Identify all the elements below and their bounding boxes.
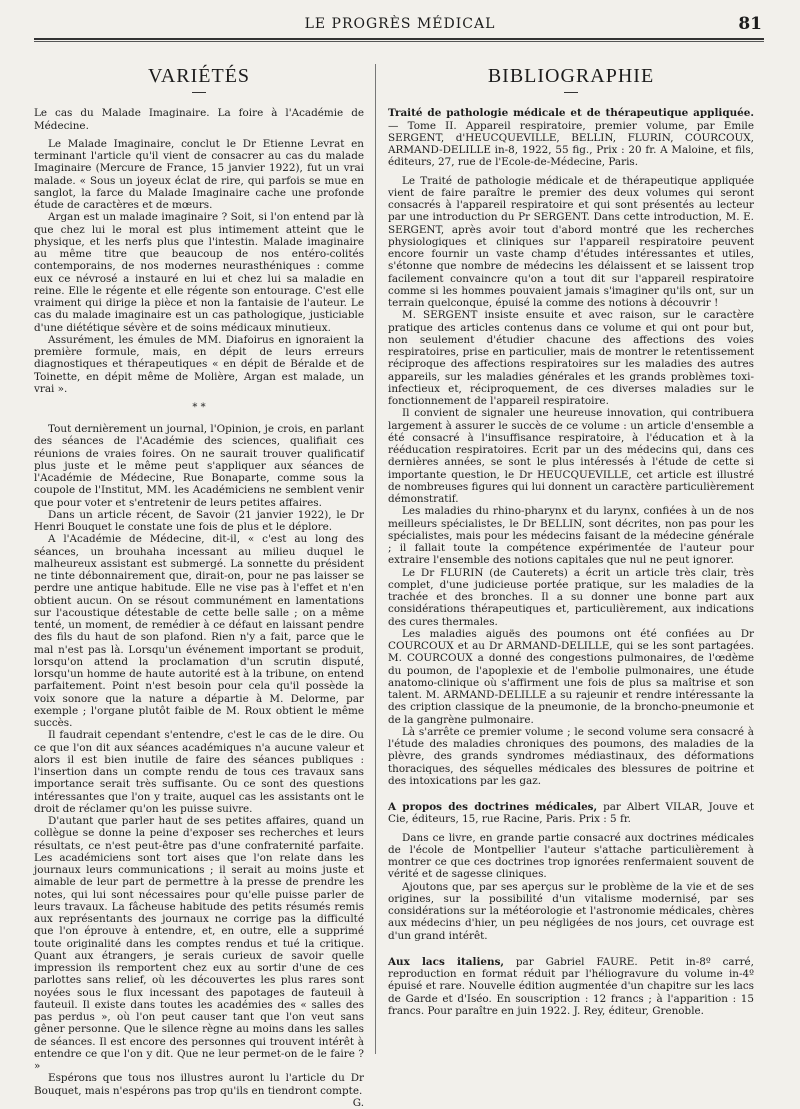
paragraph: Là s'arrête ce premier volume ; le second volume sera consacré à l'étude des maladies chroniques des poumons, des maladies de la plèvre, des grands syndromes médiastinaux, des déformations thoraciques, des séquelles médicales des blessures de poitrine et des intoxications par les gaz.	[388, 725, 754, 787]
paragraph: Il convient de signaler une heureuse innovation, qui contribuera largement à assurer le succès de ce volume : un article d'ensemble a été consacré à l'insuffisance respiratoire, à l'éducation et à la rééducation respiratoires. Ecrit par un des médecins qui, dans ces dernières années, se sont le plus intéressés à l'étude de cette si importante question, le Dr HEUCQUEVILLE, cet article est illustré de nombreuses figures qui lui donnent un caractère particulièrement démonstratif.	[388, 407, 754, 505]
book-details: par Gabriel FAURE. Petit in-8º carré, reproduction en format réduit par l'héliogravure du volume in-4º épuisé et rare. Nouvelle édition augmentée d'un chapitre sur les lacs de Garde et d'Iséo. En souscription : 12 francs ; à l'apparition : 15 francs. Pour paraître en juin 1922. J. Rey, éditeur, Grenoble.	[388, 955, 754, 1017]
signature: G.	[352, 1096, 364, 1109]
article-subtitle: Le cas du Malade Imaginaire. La foire à l'Académie de Médecine.	[34, 107, 364, 132]
right-column	[388, 64, 754, 1017]
book-reference	[388, 107, 754, 168]
paragraph: Espérons que tous nos illustres auront lu l'article du Dr Bouquet, mais n'espérons pas trop qu'ils en tiendront compte.	[34, 1072, 364, 1097]
paragraph: Assurément, les émules de MM. Diafoirus en ignoraient la première formule, mais, en dépit de leurs erreurs diagnostiques et thérapeutiques « en dépit de Béralde et de Toinette, en dépit même de Molière, Argan est malade, un vrai ».	[34, 333, 364, 395]
book-title: Traité de pathologie médicale et de thérapeutique appliquée.	[388, 107, 754, 120]
left-column	[34, 64, 364, 1109]
running-title: LE PROGRÈS MÉDICAL	[304, 16, 496, 32]
paragraph: Le Traité de pathologie médicale et de thérapeutique appliquée vient de faire paraître le premier des deux volumes qui seront consacrés à l'appareil respiratoire et qui sont présentés au lecteur par une introduction du Pr SERGENT. Dans cette introduction, M. E. SERGENT, après avoir tout d'abord montré que les recherches physiologiques et cliniques sur l'appareil respiratoire peuvent encore fournir un vaste champ d'études intéressantes et utiles, s'étonne que nombre de médecins les délaissent et se laissent trop facilement convaincre qu'on a tout dit sur l'appareil respiratoire comme si les hommes pouvaient jamais s'imaginer qu'ils ont, sur un terrain quelconque, épuisé la comme des notions à découvrir !	[388, 174, 754, 309]
paragraph: Il faudrait cependant s'entendre, c'est le cas de le dire. Ou ce que l'on dit aux séances académiques n'a aucune valeur et alors il est bien inutile de faire des séances publiques : l'insertion dans un compte rendu de tous ces travaux sans importance serait très suffisante. Ou ce sont des questions intéressantes que l'on y traite, auquel cas les assistants ont le droit de réclamer qu'on les puisse suivre.	[34, 729, 364, 815]
paragraph: Le Dr FLURIN (de Cauterets) a écrit un article très clair, très complet, d'une judicieuse portée pratique, sur les maladies de la trachée et des bronches. Il a su donner une bonne part aux considérations thérapeutiques et, particulièrement, aux indications des cures thermales.	[388, 566, 754, 628]
paragraph: Argan est un malade imaginaire ? Soit, si l'on entend par là que chez lui le moral est plus intimement atteint que le physique, et les nerfs plus que l'intestin. Malade imaginaire au même titre que beaucoup de nos entéro-colités contemporains, de nos modernes neurasthéniques : comme eux ce névrosé a instauré en lui et chez lui sa maladie en reine. Elle le régente et elle régente son entourage. C'est elle vraiment qui dirige la pièce et non la fantaisie de l'auteur. Le cas du malade imaginaire est un cas pathologique, justiciable d'une diététique sévère et de soins médicaux minutieux.	[34, 211, 364, 334]
paragraph: Dans un article récent, de Savoir (21 janvier 1922), le Dr Henri Bouquet le constate une fois de plus et le déplore.	[34, 508, 364, 533]
book-title: Aux lacs italiens,	[388, 955, 505, 968]
heading-rule	[564, 92, 578, 93]
paragraph: Les maladies aiguës des poumons ont été confiées au Dr COURCOUX et au Dr ARMAND-DELILLE, qui se les sont partagées. M. COURCOUX a donné des congestions pulmonaires, de l'œdème du poumon, de l'apoplexie et de l'embolie pulmonaires, une étude anatomo-clinique où s'affirment une fois de plus sa maîtrise et son talent. M. ARMAND-DELILLE a su rajeunir et rendre intéressante la des cription classique de la pneumonie, de la broncho-pneumonie et de la gangrène pulmonaire.	[388, 627, 754, 726]
paragraph: A l'Académie de Médecine, dit-il, « c'est au long des séances, un brouhaha incessant au milieu duquel le malheureux assistant est submergé. La sonnette du président ne tinte débonnairement que, dirait-on, pour ne pas laisser se perdre une antique habitude. Elle ne vise pas à l'effet et n'en obtient aucun. On se résout communément en lamentations sur l'acoustique détestable de cette belle salle ; on a même tenté, un moment, de remédier à ce défaut en laissant pendre des fils du haut de son plafond. Rien n'y a fait, parce que le mal n'est pas là. Lorsqu'un événement important se produit, lorsqu'on attend la proclamation d'un scrutin disputé, lorsqu'un homme de haute autorité est à la tribune, on entend parfaitement. Point n'est besoin pour cela qu'il possède la voix sonore que la nature a départie à M. Delorme, par exemple ; l'organe plutôt faible de M. Roux obtient le même succès.	[34, 533, 364, 729]
column-divider	[375, 64, 376, 1054]
page-header	[0, 14, 800, 36]
paragraph: Ajoutons que, par ses aperçus sur le problème de la vie et de ses origines, sur la possibilité d'un vitalisme modernisé, par ses considérations sur la météorologie et l'astronomie médicales, chères aux médecins d'hier, un peu négligées de nos jours, cet ouvrage est d'un grand intérêt.	[388, 880, 754, 942]
paragraph: M. SERGENT insiste ensuite et avec raison, sur le caractère pratique des articles contenus dans ce volume et qui ont pour but, non seulement d'étudier chacune des affections des voies respiratoires, prise en particulier, mais de montrer le retentissement réciproque des affections respiratoires sur les maladies des autres appareils, sur les maladies générales et les grands problèmes toxi-infectieux et, réciproquement, de ces diverses maladies sur le fonctionnement de l'appareil respiratoire.	[388, 309, 754, 407]
header-rule	[34, 38, 764, 40]
book-reference	[388, 956, 754, 1017]
asterism: * *	[192, 402, 206, 413]
book-details: par Albert VILAR, Jouve et Cie, éditeurs, 15, rue Racine, Paris. Prix : 5 fr.	[388, 801, 754, 826]
paragraph: Dans ce livre, en grande partie consacré aux doctrines médicales de l'école de Montpellier l'auteur s'attache particulièrement à montrer ce que ces doctrines trop ignorées renfermaient souvent de vérité et de sagesse cliniques.	[388, 831, 754, 881]
paragraph: D'autant que parler haut de ses petites affaires, quand un collègue se donne la peine d'exposer ses recherches et leurs résultats, ce n'est peut-être pas d'une confraternité parfaite. Les académiciens sont tort aises que l'on relate dans les journaux leurs communications ; il serait au moins juste et aimable de leur part de permettre à la presse de prendre les notes, qui lui sont nécessaires pour qu'elle puisse parler de leurs travaux. La fâcheuse habitude des petits résumés remis aux représentants des journaux ne corrige pas la difficulté que l'on éprouve à entendre, et, en outre, elle a supprimé toute originalité dans les comptes rendus et tué la critique. Quant aux étrangers, je serais curieux de savoir quelle impression ils remportent chez eux au sortir d'une de ces parlottes sans relief, où les découvertes les plus rares sont noyées sous le flux incessant des papotages de fauteuil à fauteuil. Il existe dans toutes les académies des « salles des pas perdus », où l'on peut causer tant que l'on veut sans gêner personne. Que le silence règne au moins dans les salles de séances. Il est encore des personnes qui trouvent intérêt à entendre ce que l'on y dit. Que ne leur permet-on de le faire ? »	[34, 815, 364, 1072]
varietes-heading: VARIÉTÉS	[147, 65, 251, 87]
book-title: A propos des doctrines médicales,	[388, 801, 598, 813]
header-rule-thin	[34, 41, 764, 42]
paragraph: Le Malade Imaginaire, conclut le Dr Etienne Levrat en terminant l'article qu'il vient de consacrer au cas du malade Imaginaire (Mercure de France, 15 janvier 1922), fut un vrai malade. « Sous un joyeux éclat de rire, qui parfois se mue en sanglot, la farce du Malade Imaginaire cache une profonde étude de caractères et de mœurs.	[34, 137, 364, 211]
heading-rule	[192, 92, 206, 93]
page-number: 81	[738, 14, 762, 34]
book-reference	[388, 801, 754, 826]
paragraph: Tout dernièrement un journal, l'Opinion, je crois, en parlant des séances de l'Académie des sciences, qualifiait ces réunions de vraies foires. On ne saurait trouver qualificatif plus juste et le même peut s'appliquer aux séances de l'Académie de Médecine, Rue Bonaparte, comme sous la coupole de l'Institut, MM. les Académiciens ne semblent venir que pour voter et s'entretenir de leurs petites affaires.	[34, 423, 364, 509]
bibliographie-heading: BIBLIOGRAPHIE	[487, 65, 655, 87]
paragraph: Les maladies du rhino-pharynx et du larynx, confiées à un de nos meilleurs spécialistes, le Dr BELLIN, sont décrites, non pas pour les spécialistes, mais pour les médecins faisant de la médecine générale ; il fallait toute la compétence expérimentée de l'auteur pour extraire l'ensemble des notions capitales que nul ne peut ignorer.	[388, 505, 754, 567]
book-details: — Tome II. Appareil respiratoire, premier volume, par Emile SERGENT, d'HEUCQUEVILLE, BELLIN, FLURIN, COURCOUX, ARMAND-DELILLE in-8, 1922, 55 fig., Prix : 20 fr. A Maloine, et fils, éditeurs, 27, rue de l'Ecole-de-Médecine, Paris.	[388, 119, 754, 169]
